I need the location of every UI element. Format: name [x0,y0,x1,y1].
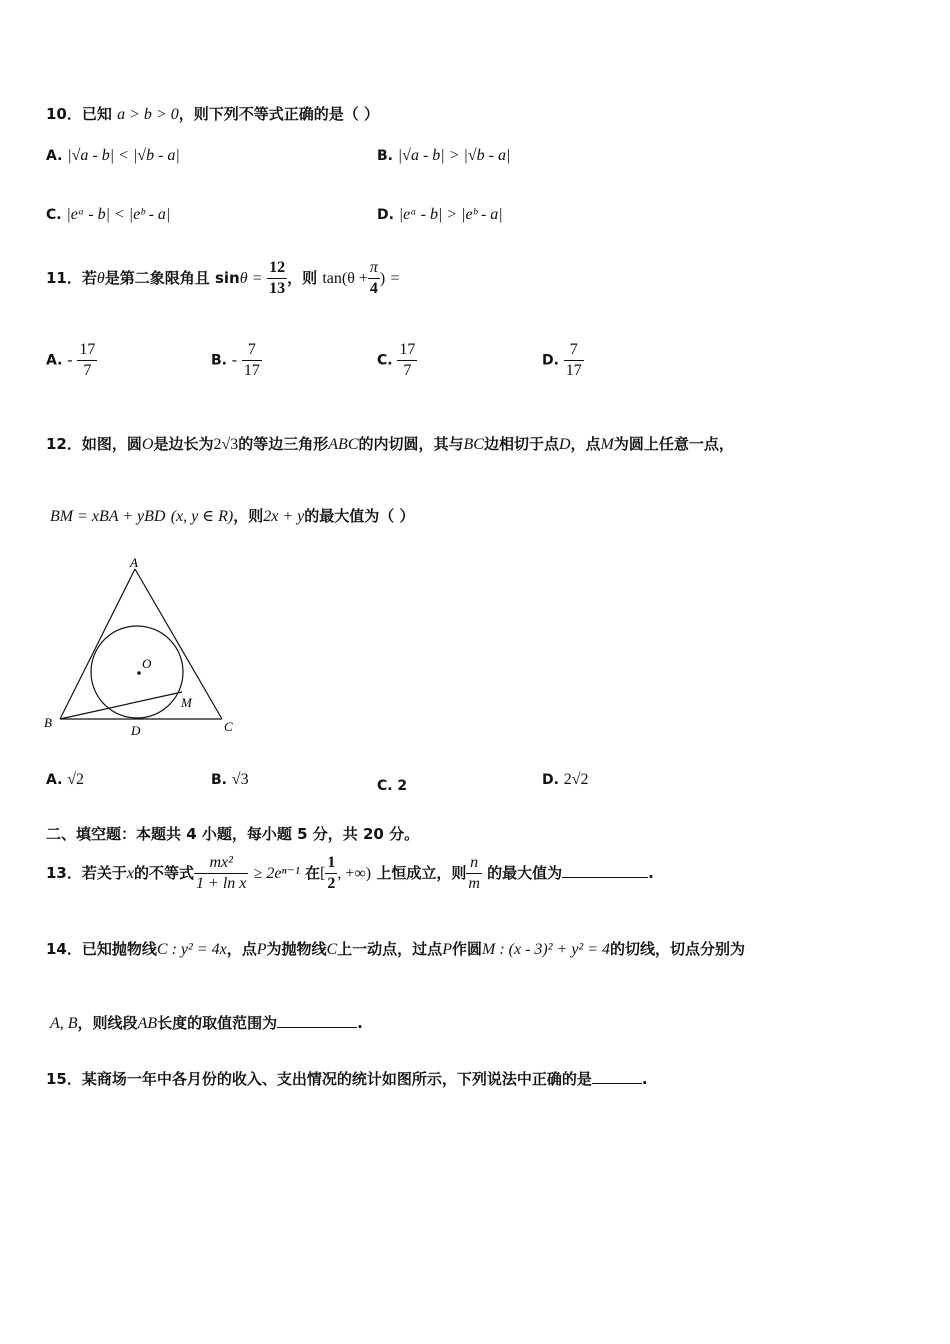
q12-option-a[interactable]: A. √2 [46,771,84,788]
q10-option-c[interactable]: C. |eᵃ - b| < |eᵇ - a| [46,206,171,223]
q10-option-a[interactable]: A. |√a - b| < |√b - a| [46,147,180,164]
question-12-stem-line2: BM = xBA + yBD (x, y ∈ R)，则2x + y的最大值为（ ） [50,507,415,525]
question-14-stem-line1: 14．已知抛物线C : y² = 4x，点P为抛物线C上一动点，过点P作圆M : (x - 3)² + y² = 4的切线，切点分别为 [46,940,746,958]
q10-option-b[interactable]: B. |√a - b| > |√b - a| [377,147,511,164]
q12-option-b[interactable]: B. √3 [211,771,249,788]
q12-option-c[interactable]: C. 2 [377,778,408,794]
label-m: M [181,695,192,710]
q11-sin-fraction: $\frac{12}{13}$ [269,259,286,297]
question-10-stem: 10．已知 a > b > 0，则下列不等式正确的是（ ） [46,105,379,123]
section-2-heading: 二、填空题：本题共 4 小题，每小题 5 分，共 20 分。 [46,825,420,843]
q11-pi-fraction: $\frac{\pi}{4}$ [369,259,378,297]
q11-option-b[interactable]: B. - $\frac{7}{17}$ [211,341,260,379]
q12-triangle-figure [40,555,250,745]
incircle [91,626,183,718]
q12-option-d[interactable]: D. 2√2 [542,771,589,788]
label-o: O [142,656,152,671]
q11-option-d[interactable]: D. $\frac{7}{17}$ [542,341,582,379]
q14-answer-blank[interactable] [277,1027,357,1028]
question-15-stem: 15．某商场一年中各月份的收入、支出情况的统计如图所示，下列说法中正确的是 . [46,1070,648,1088]
label-d: D [131,723,141,738]
label-b: B [44,715,52,730]
q11-option-c[interactable]: C. $\frac{17}{7}$ [377,341,416,379]
triangle-side-ac [135,569,222,719]
q11-option-a[interactable]: A. - $\frac{17}{7}$ [46,341,96,379]
question-11-stem: 11．若θ是第二象限角且 sinθ = $\frac{12}{13}$ ，则 tan(θ + $\frac{\pi}{4}$ ) = [46,259,400,297]
label-c: C [224,719,233,734]
q13-answer-blank[interactable] [562,877,648,878]
q10-option-d[interactable]: D. |eᵃ - b| > |eᵇ - a| [377,206,503,223]
q13-fraction: $\frac{\text{mx²}}{\text{1 + ln x}}$ [196,854,247,892]
label-a: A [130,555,138,570]
question-13-stem: 13．若关于x的不等式 $\frac{\text{mx²}}{\text{1 + ln x}}$ ≥ 2eⁿ⁻¹ 在[ $\frac{1}{2}$ , +∞) 上恒成立，则 $\frac{n}{m}$ 的最大值为 . [46,854,654,892]
question-12-stem-line1: 12．如图，圆O是边长为2√3的等边三角形ABC的内切圆，其与BC边相切于点D，点M为圆上任意一点， [46,435,734,453]
center-dot-o [137,671,141,675]
q15-answer-blank[interactable] [592,1083,642,1084]
question-14-stem-line2: A, B，则线段AB长度的取值范围为 . [50,1014,363,1032]
q10-condition: a > b > 0 [117,106,179,123]
